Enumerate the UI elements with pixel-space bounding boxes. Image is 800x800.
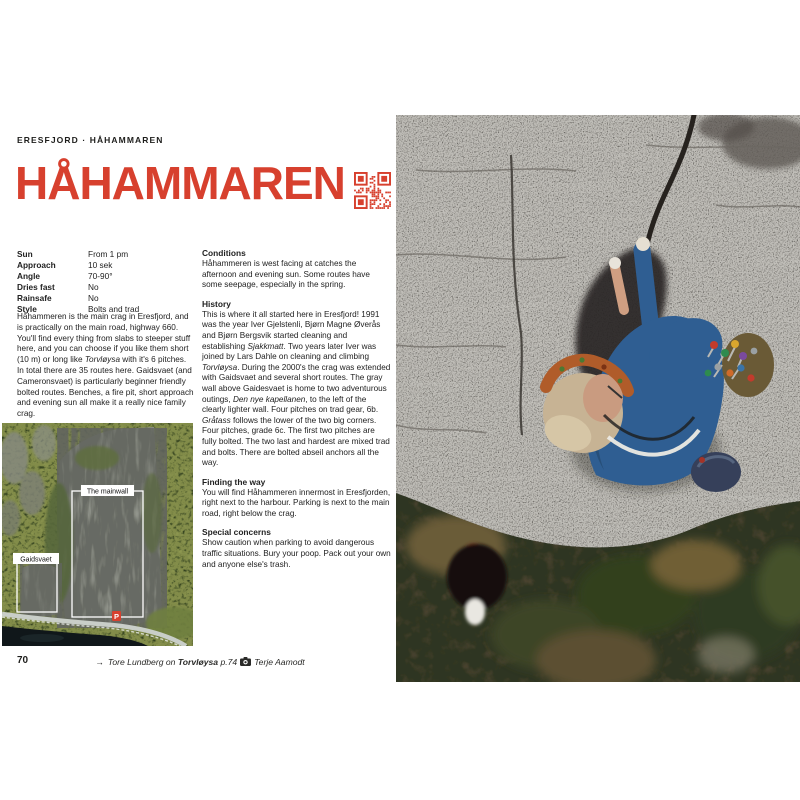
qr-code-icon (354, 172, 391, 209)
aerial-crag-photo (2, 423, 193, 646)
info-value: No (88, 293, 99, 303)
page-title: HÅHAMMAREN (15, 157, 345, 209)
info-label: Rainsafe (17, 293, 52, 303)
climber-photo (396, 115, 800, 682)
label-gaidsvaet: Gaidsvaet (20, 556, 52, 564)
info-value: Bolts and trad (88, 304, 140, 314)
section-body: Håhammeren is west facing at catches the afternoon and evening sun. Some routes have some seepage, especially in the spring. (202, 259, 370, 290)
caption-pre: Tore Lundberg on (107, 657, 178, 667)
page-number: 70 (17, 655, 29, 666)
info-row (17, 249, 195, 260)
info-value: From 1 pm (88, 249, 129, 259)
section-heading: Conditions (202, 248, 246, 258)
arrow-icon: → (95, 657, 104, 667)
section-finding-the-way (202, 477, 391, 520)
gaidsvaet-cliff (20, 563, 62, 618)
section-heading: History (202, 298, 231, 309)
chalked-hand (609, 257, 621, 269)
parking-marker (112, 611, 121, 621)
caption-post: p.74 (218, 657, 238, 667)
section-heading: Finding the way (202, 476, 266, 487)
info-row (17, 260, 195, 271)
info-label: Angle (17, 271, 41, 281)
info-row (17, 293, 195, 304)
info-label: Approach (17, 260, 56, 270)
intro-paragraph (17, 312, 195, 420)
section-body: Show caution when parking to avoid dangerous traffic situations. Bury your poop. Pack out your own and anyone else's trash. (202, 538, 391, 569)
section-special-concerns (202, 527, 391, 570)
crag-info-table (17, 249, 195, 315)
section-history (202, 299, 391, 469)
info-value: 10 sek (88, 260, 113, 270)
info-value: No (88, 282, 99, 292)
info-value: 70-90° (88, 271, 113, 281)
sections-column (202, 248, 391, 578)
climber-sleeve-arm (642, 250, 651, 330)
section-kicker: ERESFJORD · HÅHAMMAREN (17, 135, 164, 145)
helmet (691, 452, 741, 492)
section-heading: Special concerns (202, 527, 271, 538)
section-body: This is where it all started here in Eresfjord! 1991 was the year Iver Gjelstenli, Bjørn Magne Øverås and Bjørn Bergsvik started cleaning and establishing Sjakkmatt. Two years later Iver was joined by Lars Dahle on cleaning and climbing Torvløysa. During the 2000's the crag was extended with Gaidsvaet and several short routes. The gray wall above Gaidesvaet is home to two adventurous outings, Den nye kapellanen, to the left of the clearly lighter wall. Four pitches on trad gear, 6b. Gråtass follows the lower of the two big corners. Four pitches, grade 6c. The first two pitches are fully bolted. The two last and hardest are mixed trad and bolts. There are bolted abseil anchors all the way. (202, 309, 391, 468)
info-label: Style (17, 304, 37, 314)
photo-caption (0, 657, 400, 667)
info-label: Sun (17, 249, 33, 259)
caption-route: Torvløysa (177, 657, 219, 667)
info-label: Dries fast (17, 282, 55, 292)
section-body: You will find Håhammeren innermost in Eresfjorden, right next to the harbour. Parking is next to the main road, right below the crag. (202, 487, 391, 518)
camera-icon (240, 657, 251, 666)
mainwall-cliff (45, 427, 167, 628)
title-row (15, 158, 391, 209)
parking-label: P (113, 612, 120, 621)
caption-photographer: Terje Aamodt (254, 657, 305, 667)
label-mainwall: The mainwall (86, 488, 129, 496)
intro-text: Håhammeren is the main crag in Eresfjord, and is practically on the main road, highway 660. You'll find every thing from slabs to steeper stuff here, and you can choose if you like them short (10 m) or long like Torvløysa with it's 6 pitches. In total there are 35 routes here. Gaidsvaet (and Cameronsvaet) is particularly beginner friendly bolted routes. Benches, a fire pit, short approach and evening sun all make it a really nice family crag. (17, 312, 194, 419)
section-conditions (202, 248, 391, 291)
info-row (17, 271, 195, 282)
info-row (17, 282, 195, 293)
chalked-hand (636, 237, 650, 251)
